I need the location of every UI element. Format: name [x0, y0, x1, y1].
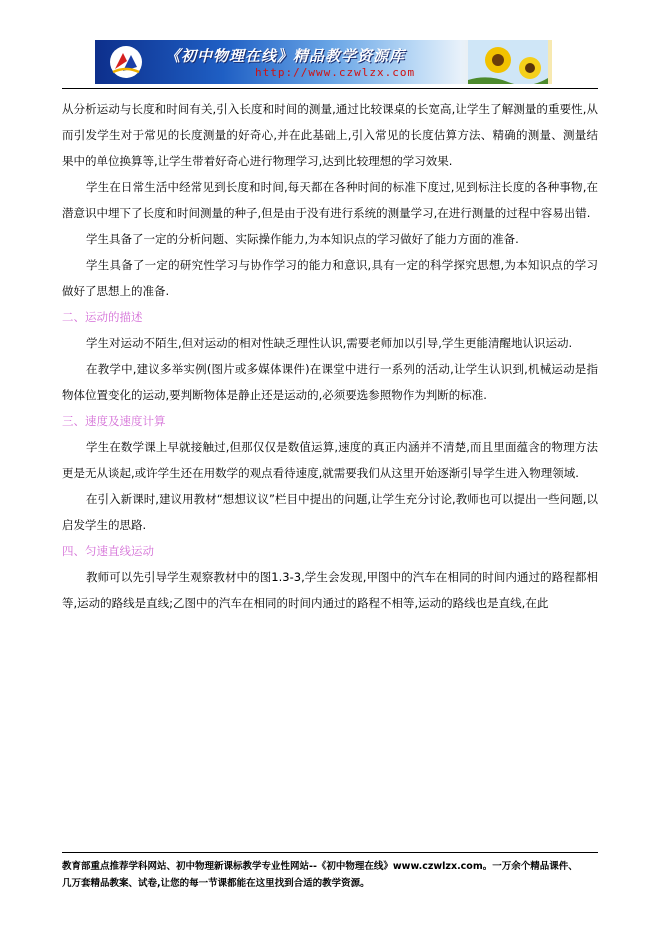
site-logo: [109, 45, 143, 79]
banner-url: http://www.czwlzx.com: [255, 66, 416, 79]
header-banner: [95, 40, 552, 84]
section-heading: 二、运动的描述: [62, 310, 143, 324]
footer-divider: [62, 852, 598, 853]
paragraph: 学生对运动不陌生,但对运动的相对性缺乏理性认识,需要老师加以引导,学生更能清醒地认识运动.: [86, 336, 573, 350]
header-divider: [62, 88, 598, 89]
banner-title: 《初中物理在线》精品教学资源库: [165, 47, 406, 65]
section-heading: 三、速度及速度计算: [62, 414, 166, 428]
paragraph: 学生在日常生活中经常见到长度和时间,每天都在各种时间的标准下度过,见到标注长度的各种事物,在潜意识中埋下了长度和时间测量的种子,但是由于没有进行系统的测量学习,在进行测量的过程中容易出错.: [62, 180, 598, 220]
paragraph: 学生具备了一定的研究性学习与协作学习的能力和意识,具有一定的科学探究思想,为本知识点的学习做好了思想上的准备.: [62, 258, 598, 298]
paragraph: 教师可以先引导学生观察教材中的图1.3-3,学生会发现,甲图中的汽车在相同的时间内通过的路程都相等,运动的路线是直线;乙图中的汽车在相同的时间内通过的路程不相等,运动的路线也是直线,在此: [62, 570, 598, 610]
section-heading: 四、匀速直线运动: [62, 544, 154, 558]
footer-line: 几万套精品教案、试卷,让您的每一节课都能在这里找到合适的教学资源。: [62, 878, 370, 889]
document-body: [62, 96, 598, 616]
page-footer: [62, 858, 602, 892]
sunflower-image: [468, 40, 548, 84]
paragraph: 在引入新课时,建议用教材“想想议议”栏目中提出的问题,让学生充分讨论,教师也可以提出一些问题,以启发学生的思路.: [62, 492, 598, 532]
paragraph: 学生在数学课上早就接触过,但那仅仅是数值运算,速度的真正内涵并不清楚,而且里面蕴含的物理方法更是无从谈起,或许学生还在用数学的观点看待速度,就需要我们从这里开始逐渐引导学生进入物理领域.: [62, 440, 598, 480]
paragraph: 在教学中,建议多举实例(图片或多媒体课件)在课堂中进行一系列的活动,让学生认识到,机械运动是指物体位置变化的运动,要判断物体是静止还是运动的,必须要选参照物作为判断的标准.: [62, 362, 598, 402]
paragraph: 从分析运动与长度和时间有关,引入长度和时间的测量,通过比较课桌的长宽高,让学生了解测量的重要性,从而引发学生对于常见的长度测量的好奇心,并在此基础上,引入常见的长度估算方法、精确的测量、测量结果中的单位换算等,让学生带着好奇心进行物理学习,达到比较理想的学习效果.: [62, 102, 598, 168]
paragraph: 学生具备了一定的分析问题、实际操作能力,为本知识点的学习做好了能力方面的准备.: [86, 232, 519, 246]
footer-line: 教育部重点推荐学科网站、初中物理新课标教学专业性网站--《初中物理在线》www.czwlzx.com。一万余个精品课件、: [62, 861, 578, 872]
